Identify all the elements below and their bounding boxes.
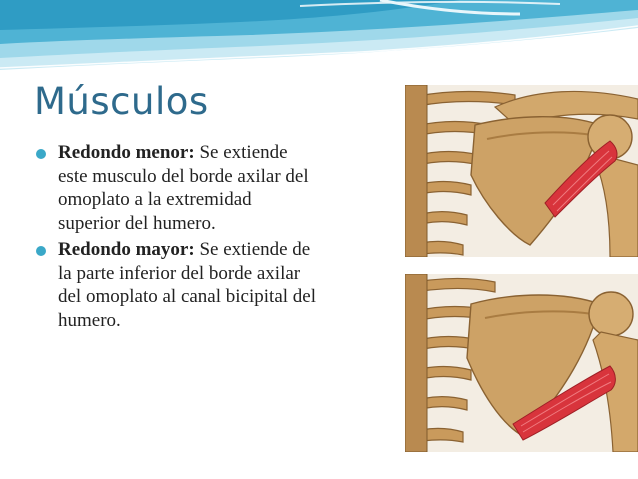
bullet-text: Se extiende este musculo del borde axilar del omoplato a la extremidad superior del humero. [58,142,309,234]
figure-teres-minor [405,85,638,257]
shoulder-anatomy-teres-major-illustration-icon [405,274,638,452]
slide-title: Músculos [34,80,209,123]
bullet-dot-icon [36,246,46,256]
bullet-list [36,141,316,335]
figure-teres-major [405,274,638,452]
bullet-text: Se extiende de la parte inferior del borde axilar del omoplato al canal bicipital del humero. [58,239,316,331]
bullet-dot-icon [36,149,46,159]
header-wave-decoration [0,0,638,80]
bullet-term: Redondo mayor: [58,239,195,260]
bullet-redondo-menor [36,141,316,235]
shoulder-anatomy-teres-minor-illustration-icon [405,85,638,257]
bullet-term: Redondo menor: [58,142,195,163]
bullet-redondo-mayor [36,238,316,332]
